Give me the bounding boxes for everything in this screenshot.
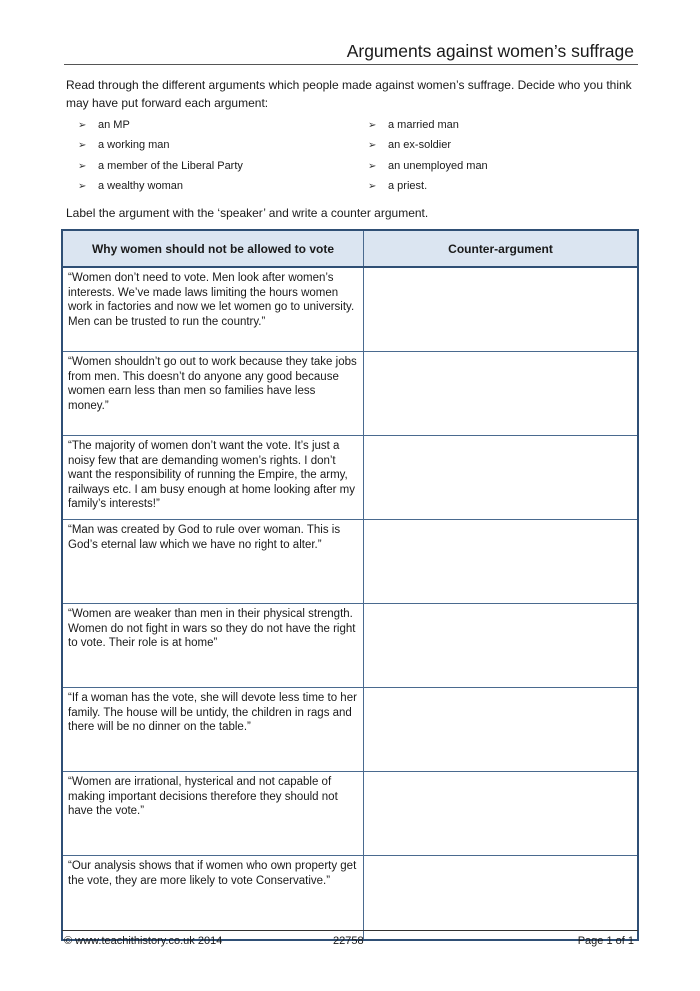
arrow-bullet-icon: ➢	[368, 161, 377, 172]
arrow-bullet-icon: ➢	[368, 140, 377, 151]
speaker-item: ➢ an ex-soldier	[368, 137, 451, 154]
speaker-item: ➢ a priest.	[368, 178, 427, 195]
argument-cell: “The majority of women don’t want the vote. It’s just a noisy few that are demanding women’s rights. I don’t want the responsibility of running the Empire, the army, railways etc. I am busy enough at home looking after my family’s interests!”	[62, 436, 364, 520]
column-header-argument: Why women should not be allowed to vote	[62, 230, 364, 267]
arrow-bullet-icon: ➢	[368, 181, 377, 192]
arrow-bullet-icon: ➢	[368, 120, 377, 131]
table-header-row	[62, 230, 638, 267]
speaker-item: ➢ an MP	[78, 117, 130, 134]
page-title: Arguments against women’s suffrage	[346, 41, 634, 61]
table-row	[62, 604, 638, 688]
argument-cell: “Our analysis shows that if women who own property get the vote, they are more likely to vote Conservative.”	[62, 856, 364, 941]
footer-document-id: 22758	[333, 935, 364, 947]
arrow-bullet-icon: ➢	[78, 181, 87, 192]
arguments-table	[61, 229, 639, 941]
instruction-text: Label the argument with the ‘speaker’ and write a counter argument.	[66, 206, 429, 220]
counter-argument-cell[interactable]	[364, 520, 639, 604]
counter-argument-cell[interactable]	[364, 352, 639, 436]
argument-cell: “Women are irrational, hysterical and not capable of making important decisions therefore they should not have the vote.”	[62, 772, 364, 856]
intro-paragraph: Read through the different arguments which people made against women’s suffrage. Decide who you think may have put forward each argument:	[66, 78, 632, 110]
table-row	[62, 436, 638, 520]
table-row	[62, 856, 638, 941]
counter-argument-cell[interactable]	[364, 688, 639, 772]
counter-argument-cell[interactable]	[364, 856, 639, 941]
argument-cell: “Man was created by God to rule over woman. This is God’s eternal law which we have no right to alter.”	[62, 520, 364, 604]
argument-cell: “Women shouldn’t go out to work because they take jobs from men. This doesn’t do anyone any good because women earn less than men so families have less money.”	[62, 352, 364, 436]
counter-argument-cell[interactable]	[364, 436, 639, 520]
column-header-counter: Counter-argument	[364, 230, 639, 267]
footer-divider	[62, 930, 638, 931]
argument-cell: “Women don’t need to vote. Men look after women’s interests. We’ve made laws limiting the hours women work in factories and now we let women go to university. Men can be trusted to run the country.”	[62, 267, 364, 352]
table-row	[62, 352, 638, 436]
argument-cell: “If a woman has the vote, she will devote less time to her family. The house will be untidy, the children in rags and there will be no dinner on the table.”	[62, 688, 364, 772]
counter-argument-cell[interactable]	[364, 267, 639, 352]
arrow-bullet-icon: ➢	[78, 140, 87, 151]
arrow-bullet-icon: ➢	[78, 161, 87, 172]
speaker-item: ➢ a married man	[368, 117, 459, 134]
footer-copyright: © www.teachithistory.co.uk 2014	[64, 935, 223, 947]
table-row	[62, 267, 638, 352]
speaker-item: ➢ a member of the Liberal Party	[78, 158, 243, 175]
title-divider	[64, 64, 638, 65]
table-row	[62, 688, 638, 772]
speaker-item: ➢ an unemployed man	[368, 158, 488, 175]
table-row	[62, 772, 638, 856]
speaker-item: ➢ a working man	[78, 137, 170, 154]
argument-cell: “Women are weaker than men in their physical strength. Women do not fight in wars so they do not have the right to vote. Their role is at home”	[62, 604, 364, 688]
table-row	[62, 520, 638, 604]
speaker-item: ➢ a wealthy woman	[78, 178, 183, 195]
counter-argument-cell[interactable]	[364, 604, 639, 688]
counter-argument-cell[interactable]	[364, 772, 639, 856]
arrow-bullet-icon: ➢	[78, 120, 87, 131]
footer-page-number: Page 1 of 1	[577, 935, 634, 947]
